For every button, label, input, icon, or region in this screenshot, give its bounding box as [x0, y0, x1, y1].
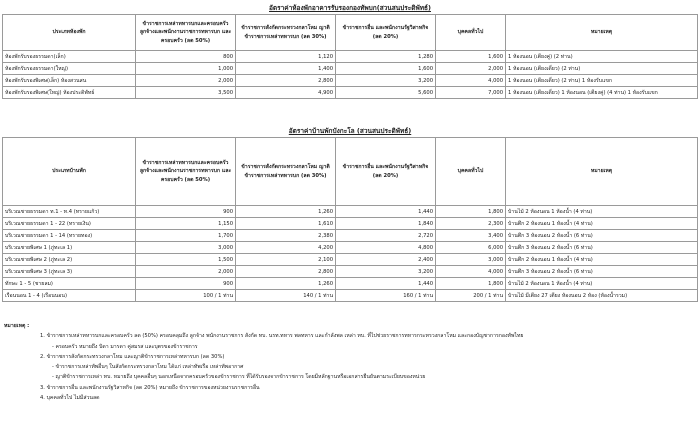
cell-army-rate[interactable]: 3,000 [136, 242, 236, 254]
table-row [3, 75, 698, 87]
header-other-gov-rate: ข้าราชการอื่น และพนักงานรัฐวิสาหกิจ (ลด 20%) [336, 138, 436, 206]
cell-general-rate[interactable]: 1,800 [436, 206, 506, 218]
cell-type[interactable]: เรือนนอน 1 - 4 (เรือนนอน) [3, 290, 136, 302]
cell-other-gov-rate[interactable]: 1,440 [336, 278, 436, 290]
cell-general-rate[interactable]: 4,000 [436, 75, 506, 87]
cell-type[interactable]: บริเวณชายพิเศษ 1 (ภู่ทะเล 1) [3, 242, 136, 254]
note-line: - ญาติข้าราชการเหล่า ทบ. หมายถึง บุคคลอื่นๆ นอกเหนือจากครอบครัวของข้าราชการ ที่ได้รับรองจากข้าราชการ โดยมีหลักฐานหรือเอกสารยืนยันตามระเบียบของหน่วย [52, 374, 426, 381]
cell-other-gov-rate[interactable]: 2,400 [336, 254, 436, 266]
cell-type[interactable]: ทักษะ 1 - 5 (ชายลม) [3, 278, 136, 290]
header-army-rate: ข้าราชการเหล่าทหารบกและครอบครัว ลูกจ้างและพนักงานราชการทหารบก และครอบครัว (ลด 50%) [136, 15, 236, 51]
cell-remark[interactable]: บ้านไม้ 2 ห้องนอน 1 ห้องน้ำ (4 ท่าน) [506, 278, 698, 290]
cell-defense-rate[interactable]: 1,260 [236, 278, 336, 290]
cell-army-rate[interactable]: 800 [136, 51, 236, 63]
cell-army-rate[interactable]: 1,700 [136, 230, 236, 242]
cell-army-rate[interactable]: 1,000 [136, 63, 236, 75]
table-row [3, 266, 698, 278]
cell-type[interactable]: บริเวณชายธรรมดา 1 - 14 (ทรายทอง) [3, 230, 136, 242]
cell-other-gov-rate[interactable]: 5,600 [336, 87, 436, 99]
cell-remark[interactable]: บ้านตึก 3 ห้องนอน 2 ห้องน้ำ (6 ท่าน) [506, 230, 698, 242]
table-row [3, 63, 698, 75]
cell-general-rate[interactable]: 3,400 [436, 230, 506, 242]
cell-defense-rate[interactable]: 4,200 [236, 242, 336, 254]
cell-defense-rate[interactable]: 4,900 [236, 87, 336, 99]
table-row [3, 254, 698, 266]
cell-remark[interactable]: บ้านไม้ 2 ห้องนอน 1 ห้องน้ำ (4 ท่าน) [506, 206, 698, 218]
cell-army-rate[interactable]: 2,000 [136, 75, 236, 87]
bungalow-rates-table [2, 137, 698, 302]
cell-other-gov-rate[interactable]: 1,440 [336, 206, 436, 218]
note-line: - ข้าราชการเหล่าทัพอื่นๆ ในสังกัดกระทรวงกลาโหม ได้แก่ เหล่าทัพเรือ เหล่าทัพอากาศ [52, 364, 244, 371]
table1-title: อัตราค่าห้องพักอาคารรับรองกองทัพบก(สวนสนประดิพัทธ์) [269, 4, 431, 12]
cell-army-rate[interactable]: 900 [136, 278, 236, 290]
cell-remark[interactable]: บ้านไม้ มีเตียง 27 เตียง ห้องนอน 2 ห้อง (ห้องน้ำรวม) [506, 290, 698, 302]
table-header-row [3, 138, 698, 206]
cell-general-rate[interactable]: 200 / 1 ท่าน [436, 290, 506, 302]
notes-section [4, 321, 694, 403]
header-bungalow-type: ประเภทบ้านพัก [3, 138, 136, 206]
note-line: 2. ข้าราชการสังกัดกระทรวงกลาโหม และญาติข้าราชการเหล่าทหารบก (ลด 30%) [40, 353, 225, 360]
cell-other-gov-rate[interactable]: 4,800 [336, 242, 436, 254]
table-row [3, 290, 698, 302]
cell-general-rate[interactable]: 1,600 [436, 51, 506, 63]
cell-other-gov-rate[interactable]: 3,200 [336, 266, 436, 278]
header-defense-rate: ข้าราชการสังกัดกระทรวงกลาโหม ญาติข้าราชการเหล่าทหารบก (ลด 30%) [236, 138, 336, 206]
table2-title: อัตราค่าบ้านพักบังกะโล (สวนสนประดิพัทธ์) [288, 127, 412, 135]
cell-type[interactable]: บริเวณชายธรรมดา 1 - 22 (ทรายเงิน) [3, 218, 136, 230]
header-general-rate: บุคคลทั่วไป [436, 15, 506, 51]
note-line: - ครอบครัว หมายถึง บิดา มารดา คู่สมรส และบุตรของข้าราชการ [52, 343, 198, 350]
table-row [3, 278, 698, 290]
cell-army-rate[interactable]: 2,000 [136, 266, 236, 278]
cell-general-rate[interactable]: 6,000 [436, 242, 506, 254]
cell-army-rate[interactable]: 3,500 [136, 87, 236, 99]
cell-defense-rate[interactable]: 2,800 [236, 75, 336, 87]
table-row [3, 206, 698, 218]
header-remark: หมายเหตุ [506, 138, 698, 206]
table-row [3, 218, 698, 230]
header-general-rate: บุคคลทั่วไป [436, 138, 506, 206]
cell-remark[interactable]: 1 ห้องนอน (เตียงเดี่ยว) 1 ห้องนอน (เตียงคู่) (4 ท่าน) 1 ห้องรับแขก [506, 87, 698, 99]
cell-general-rate[interactable]: 1,800 [436, 278, 506, 290]
cell-other-gov-rate[interactable]: 1,840 [336, 218, 436, 230]
cell-other-gov-rate[interactable]: 2,720 [336, 230, 436, 242]
cell-other-gov-rate[interactable]: 1,280 [336, 51, 436, 63]
cell-type[interactable]: ห้องพักรับรองธรรมดา(เล็ก) [3, 51, 136, 63]
cell-general-rate[interactable]: 2,000 [436, 63, 506, 75]
cell-general-rate[interactable]: 3,000 [436, 254, 506, 266]
cell-type[interactable]: ห้องพักรับรองพิเศษ(ใหญ่) ห้องประดิพัทธ์ [3, 87, 136, 99]
cell-remark[interactable]: บ้านตึก 3 ห้องนอน 2 ห้องน้ำ (6 ท่าน) [506, 242, 698, 254]
note-line: 4. บุคคลทั่วไป ไม่มีส่วนลด [40, 395, 100, 402]
table-row [3, 230, 698, 242]
cell-army-rate[interactable]: 100 / 1 ท่าน [136, 290, 236, 302]
note-line: 3. ข้าราชการอื่น และพนักงานรัฐวิสาหกิจ (ลด 20%) หมายถึง ข้าราชการของหน่วยงานราชการอื่น [40, 384, 260, 391]
cell-type[interactable]: ห้องพักรับรองธรรมดา(ใหญ่) [3, 63, 136, 75]
table-header-row [3, 15, 698, 51]
cell-remark[interactable]: บ้านตึก 3 ห้องนอน 2 ห้องน้ำ (6 ท่าน) [506, 266, 698, 278]
header-room-type: ประเภทห้องพัก [3, 15, 136, 51]
table-row [3, 242, 698, 254]
room-rates-table [2, 14, 698, 99]
cell-other-gov-rate[interactable]: 160 / 1 ท่าน [336, 290, 436, 302]
cell-defense-rate[interactable]: 140 / 1 ท่าน [236, 290, 336, 302]
cell-type[interactable]: บริเวณชายพิเศษ 3 (ภู่ทะเล 3) [3, 266, 136, 278]
cell-defense-rate[interactable]: 2,100 [236, 254, 336, 266]
header-defense-rate: ข้าราชการสังกัดกระทรวงกลาโหม ญาติข้าราชการเหล่าทหารบก (ลด 30%) [236, 15, 336, 51]
cell-type[interactable]: บริเวณชายพิเศษ 2 (ภู่ทะเล 2) [3, 254, 136, 266]
cell-army-rate[interactable]: 1,150 [136, 218, 236, 230]
cell-defense-rate[interactable]: 1,120 [236, 51, 336, 63]
cell-defense-rate[interactable]: 2,800 [236, 266, 336, 278]
table-row [3, 51, 698, 63]
cell-other-gov-rate[interactable]: 1,600 [336, 63, 436, 75]
cell-defense-rate[interactable]: 2,380 [236, 230, 336, 242]
cell-general-rate[interactable]: 2,300 [436, 218, 506, 230]
cell-army-rate[interactable]: 1,500 [136, 254, 236, 266]
cell-general-rate[interactable]: 7,000 [436, 87, 506, 99]
cell-other-gov-rate[interactable]: 3,200 [336, 75, 436, 87]
cell-remark[interactable]: บ้านตึก 2 ห้องนอน 1 ห้องน้ำ (4 ท่าน) [506, 254, 698, 266]
cell-army-rate[interactable]: 900 [136, 206, 236, 218]
note-line: 1. ข้าราชการเหล่าทหารบกและครอบครัว ลด (50%) ครอบคลุมถึง ลูกจ้าง พนักงานราชการ สังกัด ทบ. นรท.ทหาร พลทหาร และกำลังพล เหล่า ทบ. ที่ไปช่วยราชการทหารกระทรวงกลาโหม และกองบัญชาการกองทัพไทย [40, 333, 524, 340]
notes-heading: หมายเหตุ : [4, 323, 30, 329]
header-other-gov-rate: ข้าราชการอื่น และพนักงานรัฐวิสาหกิจ (ลด 20%) [336, 15, 436, 51]
header-army-rate: ข้าราชการเหล่าทหารบกและครอบครัว ลูกจ้างและพนักงานราชการทหารบก และครอบครัว (ลด 50%) [136, 138, 236, 206]
cell-remark[interactable]: 1 ห้องนอน (เตียงคู่) (2 ท่าน) [506, 51, 698, 63]
cell-defense-rate[interactable]: 1,400 [236, 63, 336, 75]
table-row [3, 87, 698, 99]
cell-general-rate[interactable]: 4,000 [436, 266, 506, 278]
cell-remark[interactable]: บ้านตึก 2 ห้องนอน 1 ห้องน้ำ (4 ท่าน) [506, 218, 698, 230]
header-remark: หมายเหตุ [506, 15, 698, 51]
cell-defense-rate[interactable]: 1,260 [236, 206, 336, 218]
cell-defense-rate[interactable]: 1,610 [236, 218, 336, 230]
cell-remark[interactable]: 1 ห้องนอน (เตียงเดี่ยว) (2 ท่าน) [506, 63, 698, 75]
cell-type[interactable]: ห้องพักรับรองพิเศษ(เล็ก) ห้องสวนสน [3, 75, 136, 87]
cell-remark[interactable]: 1 ห้องนอน (เตียงเดี่ยว) (2 ท่าน) 1 ห้องรับแขก [506, 75, 698, 87]
cell-type[interactable]: บริเวณชายธรรมดา ท.1 - ท.4 (ทรายแก้ว) [3, 206, 136, 218]
